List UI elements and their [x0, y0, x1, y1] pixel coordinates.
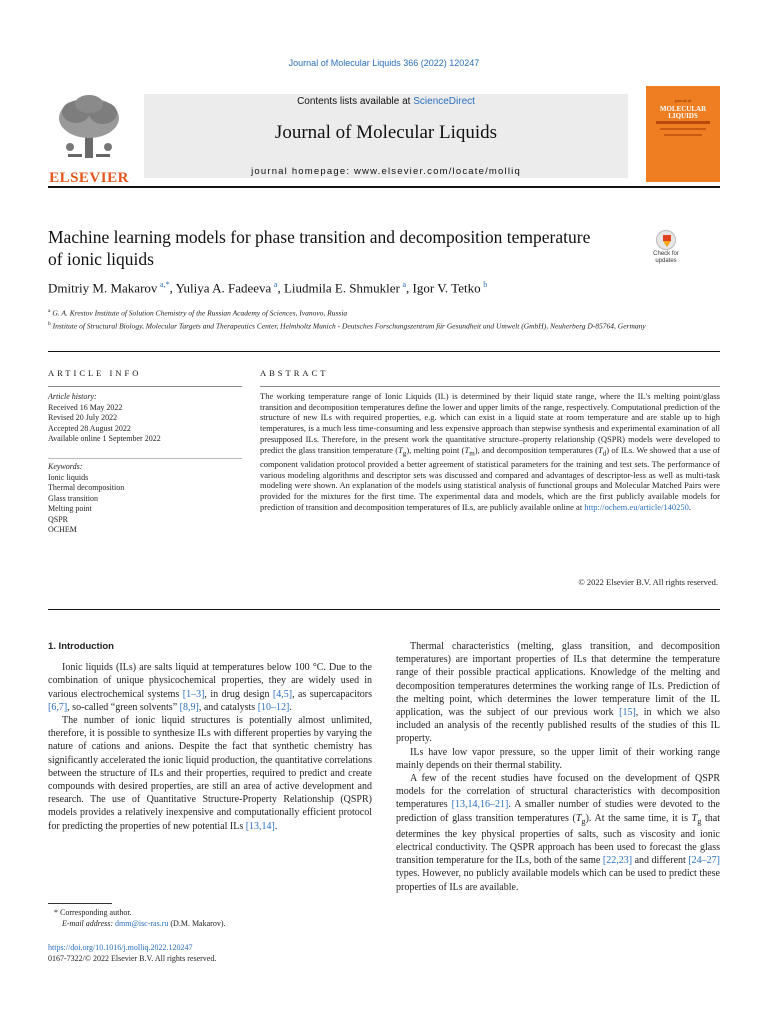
citation-link[interactable]: [1–3]: [182, 688, 205, 700]
text-segment: .: [289, 701, 292, 713]
history-item: Received 16 May 2022: [48, 402, 123, 412]
citation-link[interactable]: [6,7]: [48, 701, 68, 713]
keyword: Thermal decomposition: [48, 483, 125, 492]
author-affiliation-marker[interactable]: a,*: [160, 280, 170, 289]
email-suffix: (D.M. Makarov).: [168, 919, 226, 928]
keyword: Ionic liquids: [48, 472, 89, 482]
journal-banner: [144, 94, 628, 178]
keywords: [48, 462, 242, 536]
citation-link[interactable]: [22,23]: [602, 855, 633, 867]
text-segment: Ionic liquids (ILs) are salts liquid at temperatures below 100 °C. Due to the combination of unique physicochemical properties, they are widely used in various electrochemical systems: [48, 662, 372, 700]
author-affiliation-marker[interactable]: a: [402, 280, 407, 289]
text-segment: Thermal characteristics (melting, glass transition, and decomposition temperatures) are important properties of ILs that determine the temperature range of their possible practical applications. Knowledge of the melting and decomposition temperatures determines the working range of ILs. Prediction of the melting point, which determines the lower temperature limit of the IL application, was the subject of our previous work: [396, 641, 720, 719]
elsevier-tree-icon: [48, 92, 130, 168]
keyword: OCHEM: [48, 525, 77, 534]
math-subscript: g: [402, 449, 407, 458]
body-column-left: [48, 640, 372, 833]
history-item: Revised 20 July 2022: [48, 413, 118, 422]
author-name[interactable]: Igor V. Tetko: [412, 280, 481, 296]
affiliation: [48, 319, 720, 332]
ochem-article-link[interactable]: http://ochem.eu/article/140250: [584, 501, 689, 512]
math-subscript: g: [581, 816, 586, 826]
abstract-segment: ) of ILs. We showed that a use of component validation protocol provided a better agreement of statistical parameters for the training and test sets. The performance of various modeling algorithms and descriptor sets was discussed and compared and advantages of descriptor-less as well as multi-task modeling were shown. An explanation of the models using statistical analysis of functional groups and Molecular Matched Pairs were provided for the mixtures for the first time. The experimental data and models, which are the first publicly available models for prediction of transition and decomposition temperatures of ILs, are publicly available online at: [260, 444, 720, 512]
citation-link[interactable]: [15]: [619, 707, 636, 719]
text-segment: . A smaller number of studies were devoted to the prediction of glass transition temperatures (: [396, 799, 721, 824]
cover-title: MOLECULAR LIQUIDS: [659, 105, 707, 120]
affiliation-text: Institute of Structural Biology, Molecular Targets and Therapeutics Center, Helmholtz Munich - Deutsches Forschungszentrum für Gesundheit und Umwelt (GmbH), Neuherberg D-85764, Germany: [52, 321, 646, 330]
author-name[interactable]: Liudmila E. Shmukler: [283, 280, 400, 296]
contents-line: [144, 96, 628, 107]
citation-link[interactable]: [24–27]: [688, 855, 720, 867]
text-segment: , in which we also included an analysis of the recently published results of the studies of this IL property.: [396, 707, 720, 745]
affiliation-text: G. A. Krestov Institute of Solution Chemistry of the Russian Academy of Sciences, Ivanovo, Russia: [52, 308, 348, 318]
article-info-divider: [48, 386, 242, 387]
history-item: Available online 1 September 2022: [48, 434, 161, 443]
affiliation-marker: b: [48, 320, 51, 327]
corresponding-note: * Corresponding author.: [54, 908, 132, 917]
math-symbol: T: [464, 444, 470, 455]
text-segment: A few of the recent studies have focused on the development of QSPR models for the correlation of structural characteristics with decomposition temperatures: [396, 773, 720, 811]
citation-link[interactable]: [10–12]: [257, 701, 290, 713]
text-segment: types. However, no publicly available models which can be used to predict these properties of ILs are available.: [396, 868, 720, 893]
paragraph: [48, 714, 372, 833]
citation-link[interactable]: [13,14]: [245, 820, 275, 832]
masthead-divider: [48, 186, 720, 188]
abstract-heading: ABSTRACT: [260, 368, 329, 378]
cover-bar: [656, 121, 710, 124]
crossmark-icon: [656, 230, 676, 250]
author-affiliation-marker[interactable]: a: [273, 280, 278, 289]
math-subscript: m: [469, 449, 475, 458]
cover-line: [660, 128, 706, 130]
masthead: [48, 86, 720, 186]
email-line: [48, 918, 372, 929]
keyword: Glass transition: [48, 493, 98, 503]
history-item: Accepted 28 August 2022: [48, 423, 131, 433]
sciencedirect-link[interactable]: ScienceDirect: [413, 96, 475, 107]
article-history-label: Article history:: [48, 392, 97, 401]
text-segment: ). At the same time, it is: [585, 812, 692, 824]
affiliation: [48, 306, 720, 319]
text-segment: , so-called “green solvents”: [67, 701, 180, 713]
section-divider: [48, 351, 720, 352]
journal-homepage[interactable]: journal homepage: www.elsevier.com/locate/molliq: [251, 166, 521, 177]
cover-small-text: journal of: [674, 98, 692, 103]
paragraph: [48, 661, 372, 714]
article-info-separator: [48, 458, 242, 459]
math-subscript: g: [697, 816, 702, 826]
author-name[interactable]: Dmitriy M. Makarov: [48, 280, 158, 296]
math-symbol: T: [598, 444, 603, 455]
doi-block: [48, 942, 372, 964]
crossmark-label: Check for updates: [653, 251, 679, 264]
footnote-divider: [48, 903, 112, 904]
contents-prefix: Contents lists available at: [297, 96, 414, 107]
journal-citation[interactable]: Journal of Molecular Liquids 366 (2022) 120247: [288, 58, 480, 68]
abstract-divider: [260, 386, 720, 387]
elsevier-wordmark: ELSEVIER: [49, 170, 129, 186]
citation-link[interactable]: [8,9]: [179, 701, 199, 713]
author-name[interactable]: Yuliya A. Fadeeva: [175, 280, 272, 296]
article-history: [48, 392, 242, 445]
text-segment: The number of ionic liquid structures is potentially almost unlimited, therefore, it is possible to synthesize ILs with different properties by varying the nature of cations and anions. Despite the fact that synthetic chemistry has significantly accelerated the ionic liquid production, the quantitative correlations between the structure of ILs and their properties, required to predict and create compounds with desired properties, are still an area of active development and research. The use of Quantitative Structure-Property Relationship (QSPR) models provides a relatively inexpensive and computationally efficient protocol for predicting the properties of new potential ILs: [48, 715, 372, 832]
text-segment: .: [274, 820, 278, 832]
author-affiliation-marker[interactable]: b: [483, 280, 488, 289]
text-segment: and different: [632, 855, 689, 867]
abstract-segment: ), melting point (: [406, 444, 465, 455]
email-link[interactable]: dmm@isc-ras.ru: [115, 919, 169, 928]
citation-link[interactable]: [4,5]: [272, 688, 293, 700]
copyright-notice: © 2022 Elsevier B.V. All rights reserved.: [578, 577, 718, 587]
affiliation-marker: a: [48, 308, 51, 314]
math-symbol: T: [575, 812, 582, 824]
article-info-heading: ARTICLE INFO: [48, 368, 142, 378]
elsevier-logo[interactable]: [48, 92, 130, 184]
keyword: QSPR: [48, 514, 69, 524]
paragraph: [396, 640, 720, 746]
keyword: Melting point: [48, 504, 92, 513]
check-for-updates-badge[interactable]: [646, 228, 684, 268]
text-segment: , in drug design: [204, 688, 273, 700]
text-segment: , and catalysts: [198, 701, 258, 713]
math-symbol: T: [691, 812, 698, 824]
article-title: Machine learning models for phase transition and decomposition temperature of ionic liquids: [48, 227, 591, 269]
paragraph: [396, 772, 720, 894]
abstract-segment: ), and decomposition temperatures (: [474, 444, 599, 455]
email-label: E-mail address:: [62, 919, 116, 928]
section-title: 1. Introduction: [48, 641, 114, 652]
journal-title[interactable]: Journal of Molecular Liquids: [274, 122, 498, 143]
section-divider: [48, 609, 720, 610]
cover-line: [664, 134, 702, 136]
keywords-label: Keywords:: [48, 462, 83, 471]
text-segment: , as supercapacitors: [292, 688, 372, 700]
math-subscript: d: [602, 449, 607, 458]
text-segment: that determines the key physical properties of salts, such as viscosity and ionic electrical conductivity. The QSPR approach has been used to forecast the glass transition temperature for the ILs, both of the same: [396, 812, 720, 867]
abstract-text: [260, 391, 720, 512]
body-column-right: [396, 640, 720, 894]
citation-link[interactable]: [13,14,16–21]: [451, 799, 509, 811]
math-symbol: T: [398, 444, 403, 455]
abstract-segment: The working temperature range of Ionic Liquids (IL) is determined by their liquid state range, where the IL's melting point/glass transition and decomposition temperatures define the lower and upper limits of the range, respectively. Computational prediction of the structure of new ILs with required properties, e.g. which can exist in a liquid state at room temperature and are stable up to high temperatures, is a much less time-consuming and less expensive approach than stepwise synthesis and experimental examination of all presupposed ILs. Therefore, in the present work the quantitative structure–property relationship (QSPR) models were developed to predict the glass transition temperature (: [260, 391, 720, 455]
doi-link[interactable]: https://doi.org/10.1016/j.molliq.2022.120247: [48, 943, 193, 952]
abstract-segment: .: [688, 501, 692, 512]
corresponding-author-footnote: [48, 907, 372, 929]
affiliations: [48, 306, 720, 331]
author-list: Dmitriy M. Makarov $^{a,*}$, Yuliya A. Fadeeva $^a$, Liudmila E. Shmukler $^a$, Igor V. Tetko $^b$: [48, 280, 488, 296]
paragraph: ILs have low vapor pressure, so the upper limit of their working range mainly depends on their thermal stability.: [396, 746, 720, 771]
issn-line: 0167-7322/© 2022 Elsevier B.V. All rights reserved.: [48, 954, 217, 963]
journal-cover-thumbnail[interactable]: [646, 86, 720, 182]
